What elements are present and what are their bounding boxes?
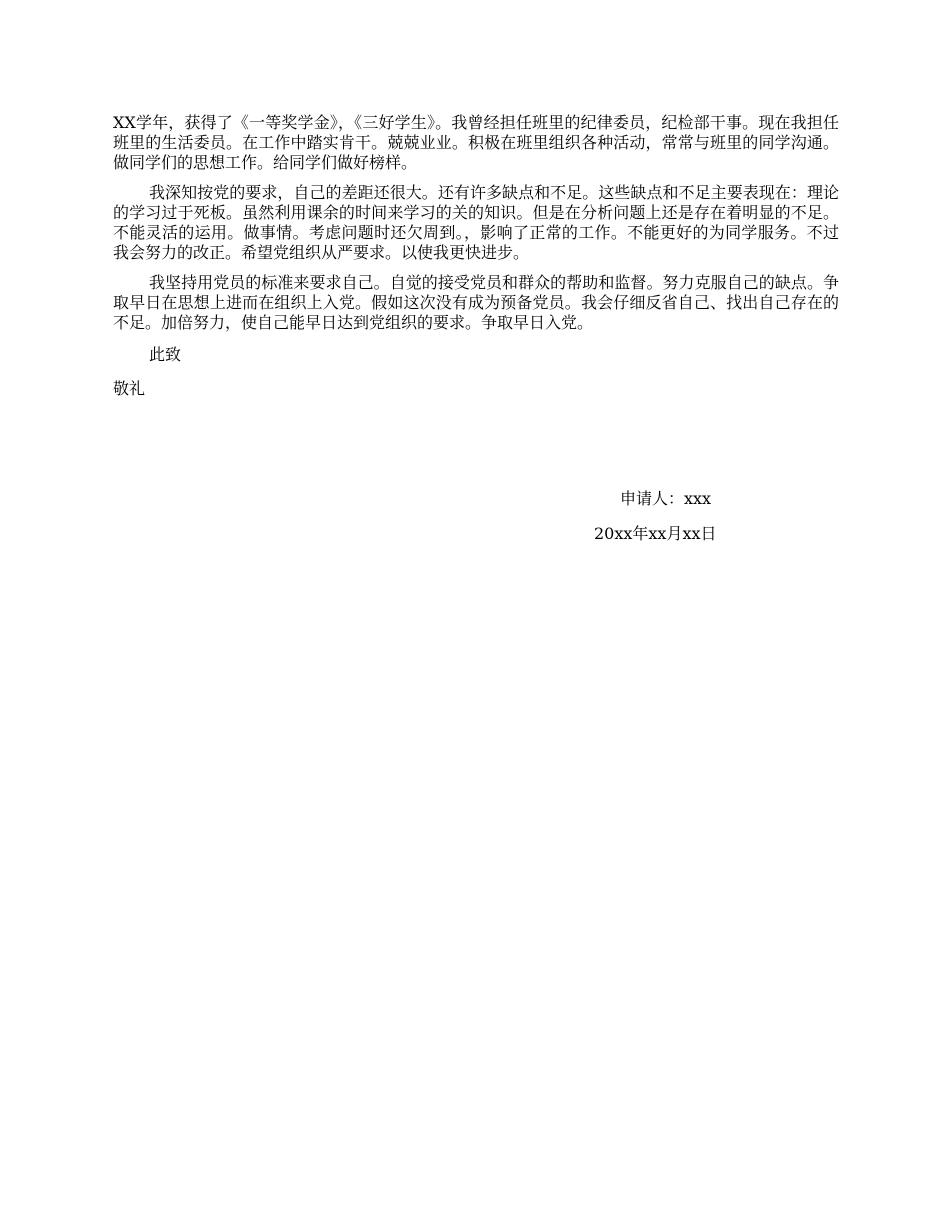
paragraph-achievements: XX学年，获得了《一等奖学金》，《三好学生》。我曾经担任班里的纪律委员，纪检部干事。现在我担任班里的生活委员。在工作中踏实肯干。兢兢业业。积极在班里组织各种活动，常常与班里的同学沟通。做同学们的思想工作。给同学们做好榜样。: [113, 113, 839, 172]
applicant-signature: 申请人：xxx: [620, 489, 712, 508]
letter-body: [113, 113, 839, 543]
closing-salutation: 此致: [149, 345, 182, 364]
closing-regards: 敬礼: [113, 379, 146, 398]
letter-date: 20xx年xx月xx日: [594, 524, 717, 543]
paragraph-shortcomings: 我深知按党的要求，自己的差距还很大。还有许多缺点和不足。这些缺点和不足主要表现在：理论的学习过于死板。虽然利用课余的时间来学习的关的知识。但是在分析问题上还是存在着明显的不足。不能灵活的运用。做事情。考虑问题时还欠周到。，影响了正常的工作。不能更好的为同学服务。不过我会努力的改正。希望党组织从严要求。以使我更快进步。: [113, 183, 839, 262]
paragraph-commitment: 我坚持用党员的标准来要求自己。自觉的接受党员和群众的帮助和监督。努力克服自己的缺点。争取早日在思想上进而在组织上入党。假如这次没有成为预备党员。我会仔细反省自己、找出自己存在的不足。加倍努力，使自己能早日达到党组织的要求。争取早日入党。: [113, 273, 839, 332]
